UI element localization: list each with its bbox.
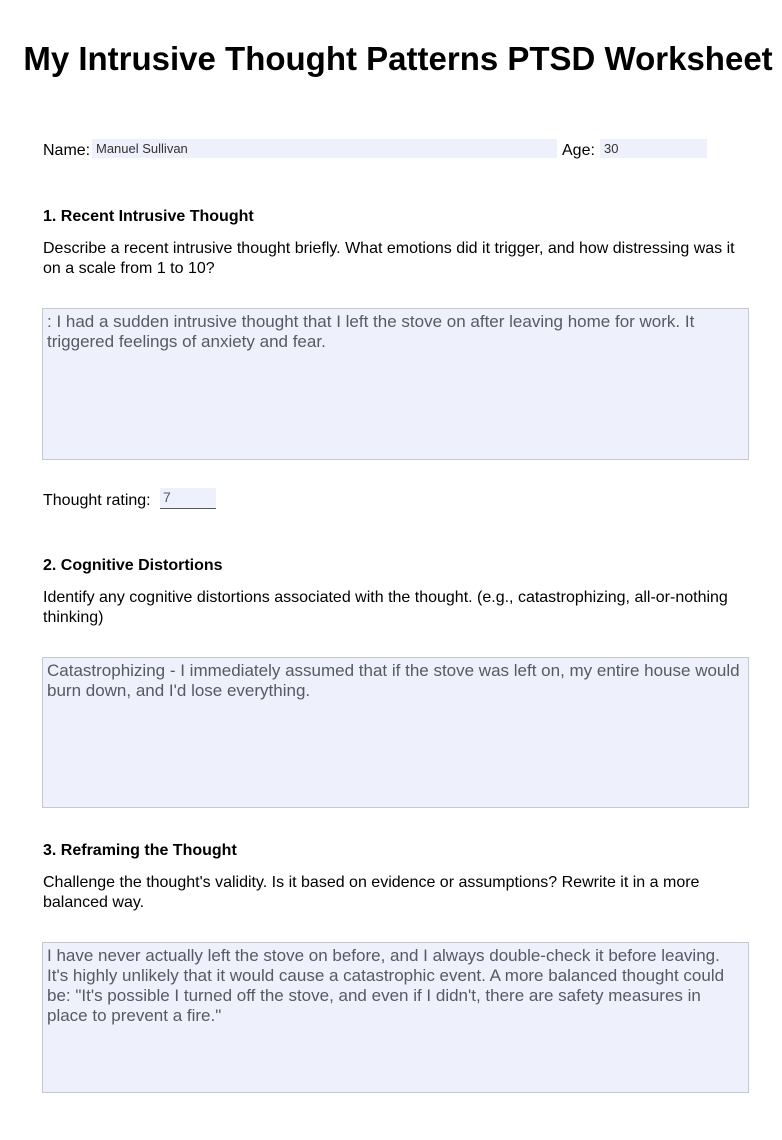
- section-3-answer-field[interactable]: I have never actually left the stove on before, and I always double-check it before leaving. It's highly unlikely that it would cause a catastrophic event. A more balanced thought could be: "It's possible I turned off the stove, and even if I didn't, there are safety measures in place to prevent a fire.": [42, 942, 749, 1093]
- thought-rating-label: Thought rating:: [43, 492, 151, 509]
- name-field[interactable]: Manuel Sullivan: [92, 139, 557, 158]
- age-label: Age:: [562, 142, 595, 159]
- thought-rating-field[interactable]: 7: [160, 488, 216, 509]
- section-2-heading: 2. Cognitive Distortions: [43, 557, 223, 574]
- name-label: Name:: [43, 142, 91, 159]
- section-3-heading: 3. Reframing the Thought: [43, 842, 237, 859]
- section-2-prompt: Identify any cognitive distortions associated with the thought. (e.g., catastrophizing, all-or-nothing thinking): [43, 589, 728, 626]
- section-1-answer-field[interactable]: : I had a sudden intrusive thought that I left the stove on after leaving home for work. It triggered feelings of anxiety and fear.: [42, 308, 749, 460]
- age-field[interactable]: 30: [600, 139, 707, 158]
- section-2-answer-field[interactable]: Catastrophizing - I immediately assumed that if the stove was left on, my entire house would burn down, and I'd lose everything.: [42, 657, 749, 808]
- page-title: My Intrusive Thought Patterns PTSD Worksheet: [23, 40, 773, 77]
- section-1-heading: 1. Recent Intrusive Thought: [43, 208, 254, 225]
- section-3-prompt: Challenge the thought's validity. Is it based on evidence or assumptions? Rewrite it in a more balanced way.: [43, 874, 700, 911]
- section-1-prompt: Describe a recent intrusive thought briefly. What emotions did it trigger, and how distressing was it on a scale from 1 to 10?: [43, 240, 735, 277]
